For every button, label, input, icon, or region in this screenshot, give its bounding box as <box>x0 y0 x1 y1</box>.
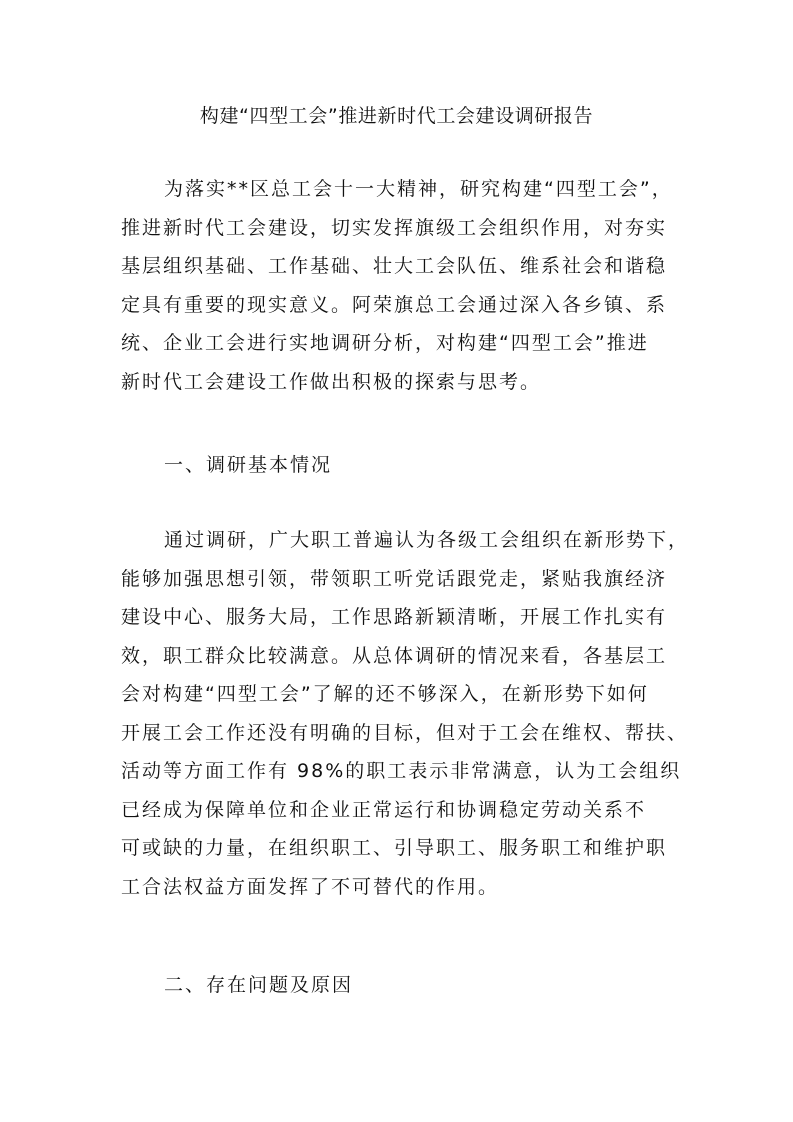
paragraph-line: 统、企业工会进行实地调研分析，对构建“四型工会”推进 <box>121 332 649 354</box>
paragraph-line: 可或缺的力量，在组织职工、引导职工、服务职工和维护职 <box>121 837 668 859</box>
section-heading-1: 一、调研基本情况 <box>164 454 333 476</box>
paragraph-line: 活动等方面工作有 98%的职工表示非常满意，认为工会组织 <box>121 760 682 782</box>
paragraph-line: 会对构建“四型工会”了解的还不够深入，在新形势下如何 <box>121 683 649 705</box>
paragraph-line: 通过调研，广大职工普遍认为各级工会组织在新形势下， <box>164 529 690 551</box>
survey-paragraph <box>121 521 691 906</box>
paragraph-line: 新时代工会建设工作做出积极的探索与思考。 <box>121 370 542 393</box>
section-heading-2: 二、存在问题及原因 <box>164 974 354 996</box>
paragraph-line: 定具有重要的现实意义。阿荣旗总工会通过深入各乡镇、系 <box>121 293 668 316</box>
paragraph-line: 已经成为保障单位和企业正常运行和协调稳定劳动关系不 <box>121 798 647 821</box>
intro-paragraph <box>121 170 691 401</box>
document-title: 构建“四型工会”推进新时代工会建设调研报告 <box>199 105 594 127</box>
paragraph-line: 为落实**区总工会十一大精神，研究构建“四型工会”， <box>164 178 673 200</box>
paragraph-line: 推进新时代工会建设，切实发挥旗级工会组织作用，对夯实 <box>121 216 668 239</box>
paragraph-line: 开展工会工作还没有明确的目标，但对于工会在维权、帮扶、 <box>121 721 689 744</box>
paragraph-line: 工合法权益方面发挥了不可替代的作用。 <box>121 875 500 898</box>
paragraph-line: 效，职工群众比较满意。从总体调研的情况来看，各基层工 <box>121 644 668 667</box>
paragraph-line: 能够加强思想引领，带领职工听党话跟党走，紧贴我旗经济 <box>121 567 668 590</box>
paragraph-line: 基层组织基础、工作基础、壮大工会队伍、维系社会和谐稳 <box>121 255 668 277</box>
paragraph-line: 建设中心、服务大局，工作思路新颖清晰，开展工作扎实有 <box>121 606 668 628</box>
